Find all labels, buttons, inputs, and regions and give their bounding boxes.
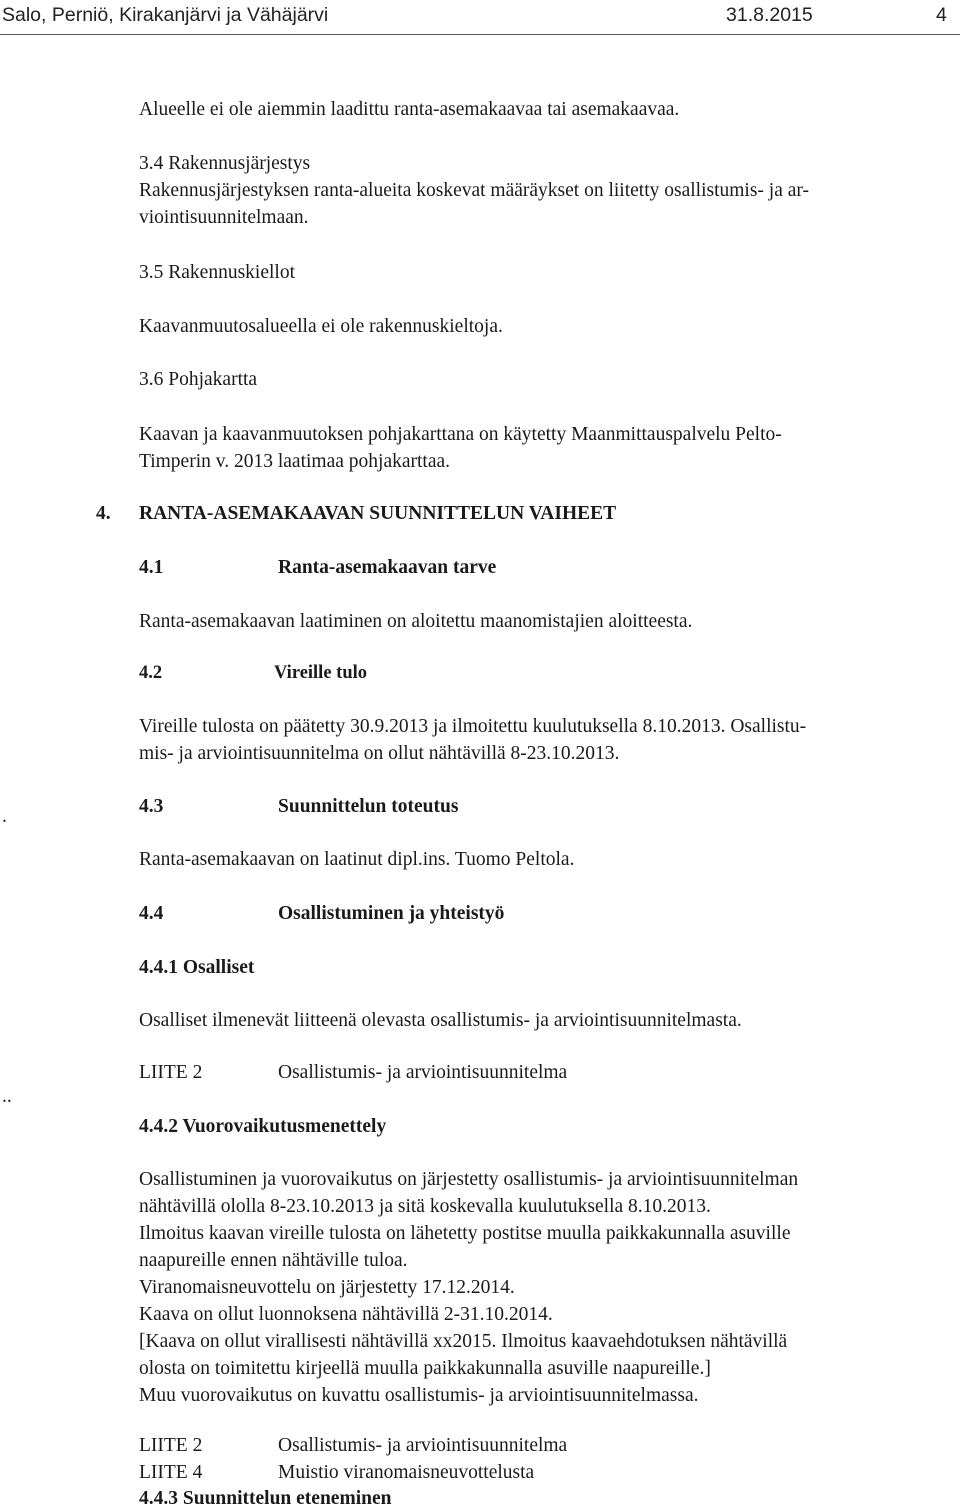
paragraph-line: Kaava on ollut luonnoksena nähtävillä 2-31.10.2014. bbox=[139, 1304, 553, 1325]
heading-4-4 bbox=[139, 900, 939, 927]
paragraph-line: [Kaava on ollut virallisesti nähtävillä xx2015. Ilmoitus kaavaehdotuksen nähtävillä bbox=[139, 1331, 788, 1352]
header-divider bbox=[0, 34, 960, 35]
heading-4-3-number: 4.3 bbox=[139, 796, 164, 817]
heading-4-3 bbox=[139, 793, 939, 820]
paragraph-4-4-1: Osalliset ilmenevät liitteenä olevasta osallistumis- ja arviointisuunnitelmasta. bbox=[139, 1010, 742, 1031]
paragraph-line: Osallistuminen ja vuorovaikutus on järjestetty osallistumis- ja arviointisuunnitelman bbox=[139, 1169, 799, 1190]
heading-4-number: 4. bbox=[96, 503, 111, 524]
paragraph-line: naapureille ennen nähtäville tuloa. bbox=[139, 1250, 408, 1271]
heading-4-1-title: Ranta-asemakaavan tarve bbox=[278, 557, 497, 578]
paragraph-intro: Alueelle ei ole aiemmin laadittu ranta-asemakaavaa tai asemakaavaa. bbox=[139, 99, 680, 120]
attachment-title: Muistio viranomaisneuvottelusta bbox=[278, 1462, 535, 1483]
page-header bbox=[0, 2, 960, 30]
heading-3-6: 3.6 Pohjakartta bbox=[139, 369, 258, 390]
attachment-ref bbox=[139, 1432, 939, 1459]
heading-4-4-2: 4.4.2 Vuorovaikutusmenettely bbox=[139, 1116, 387, 1137]
attachment-title: Osallistumis- ja arviointisuunnitelma bbox=[278, 1435, 568, 1456]
margin-mark: . bbox=[2, 806, 7, 827]
heading-4-4-3: 4.4.3 Suunnittelun eteneminen bbox=[139, 1488, 392, 1509]
paragraph-4-3: Ranta-asemakaavan on laatinut dipl.ins. Tuomo Peltola. bbox=[139, 849, 575, 870]
heading-3-4: 3.4 Rakennusjärjestys bbox=[139, 153, 311, 174]
heading-4-4-title: Osallistuminen ja yhteistyö bbox=[278, 903, 505, 924]
heading-4-3-title: Suunnittelun toteutus bbox=[278, 796, 459, 817]
heading-4-1-number: 4.1 bbox=[139, 557, 164, 578]
attachment-title: Osallistumis- ja arviointisuunnitelma bbox=[278, 1062, 568, 1083]
heading-4-4-number: 4.4 bbox=[139, 903, 164, 924]
attachment-label: LIITE 2 bbox=[139, 1435, 203, 1456]
paragraph-line: olosta on toimitettu kirjeellä muulla paikkakunnalla asuville naapureille.] bbox=[139, 1358, 711, 1379]
heading-4-1 bbox=[139, 554, 939, 581]
heading-3-5: 3.5 Rakennuskiellot bbox=[139, 262, 295, 283]
paragraph-3-4-line1: Rakennusjärjestyksen ranta-alueita koskevat määräykset on liitetty osallistumis- ja ar- bbox=[139, 180, 809, 201]
attachment-ref bbox=[139, 1059, 939, 1086]
paragraph-3-5: Kaavanmuutosalueella ei ole rakennuskieltoja. bbox=[139, 316, 503, 337]
page-number: 4 bbox=[936, 4, 947, 26]
heading-4-2 bbox=[139, 660, 939, 687]
heading-4-title: RANTA-ASEMAKAAVAN SUUNNITTELUN VAIHEET bbox=[139, 503, 617, 524]
margin-mark: .. bbox=[2, 1086, 12, 1107]
paragraph-line: Viranomaisneuvottelu on järjestetty 17.12.2014. bbox=[139, 1277, 515, 1298]
heading-4-2-number: 4.2 bbox=[139, 663, 163, 683]
paragraph-4-2-line2: mis- ja arviointisuunnitelma on ollut nähtävillä 8-23.10.2013. bbox=[139, 743, 620, 764]
heading-4-2-title: Vireille tulo bbox=[274, 663, 367, 683]
paragraph-4-2-line1: Vireille tulosta on päätetty 30.9.2013 ja ilmoitettu kuulutuksella 8.10.2013. Osallistu- bbox=[139, 716, 807, 737]
paragraph-line: nähtävillä ololla 8-23.10.2013 ja sitä koskevalla kuulutuksella 8.10.2013. bbox=[139, 1196, 711, 1217]
paragraph-line: Muu vuorovaikutus on kuvattu osallistumis- ja arviointisuunnitelmassa. bbox=[139, 1385, 699, 1406]
header-title: Salo, Perniö, Kirakanjärvi ja Vähäjärvi bbox=[2, 4, 329, 26]
paragraph-3-6-line2: Timperin v. 2013 laatimaa pohjakarttaa. bbox=[139, 451, 451, 472]
paragraph-3-4-line2: viointisuunnitelmaan. bbox=[139, 207, 309, 228]
attachment-label: LIITE 4 bbox=[139, 1462, 203, 1483]
paragraph-4-1: Ranta-asemakaavan laatiminen on aloitettu maanomistajien aloitteesta. bbox=[139, 611, 693, 632]
paragraph-4-4-2 bbox=[139, 1166, 939, 1409]
heading-4-4-1: 4.4.1 Osalliset bbox=[139, 957, 255, 978]
heading-4 bbox=[96, 500, 896, 527]
attachment-label: LIITE 2 bbox=[139, 1062, 203, 1083]
paragraph-3-6-line1: Kaavan ja kaavanmuutoksen pohjakarttana on käytetty Maanmittauspalvelu Pelto- bbox=[139, 424, 782, 445]
paragraph-line: Ilmoitus kaavan vireille tulosta on lähetetty postitse muulla paikkakunnalla asuville bbox=[139, 1223, 791, 1244]
attachment-ref bbox=[139, 1459, 939, 1486]
header-date: 31.8.2015 bbox=[726, 4, 813, 26]
